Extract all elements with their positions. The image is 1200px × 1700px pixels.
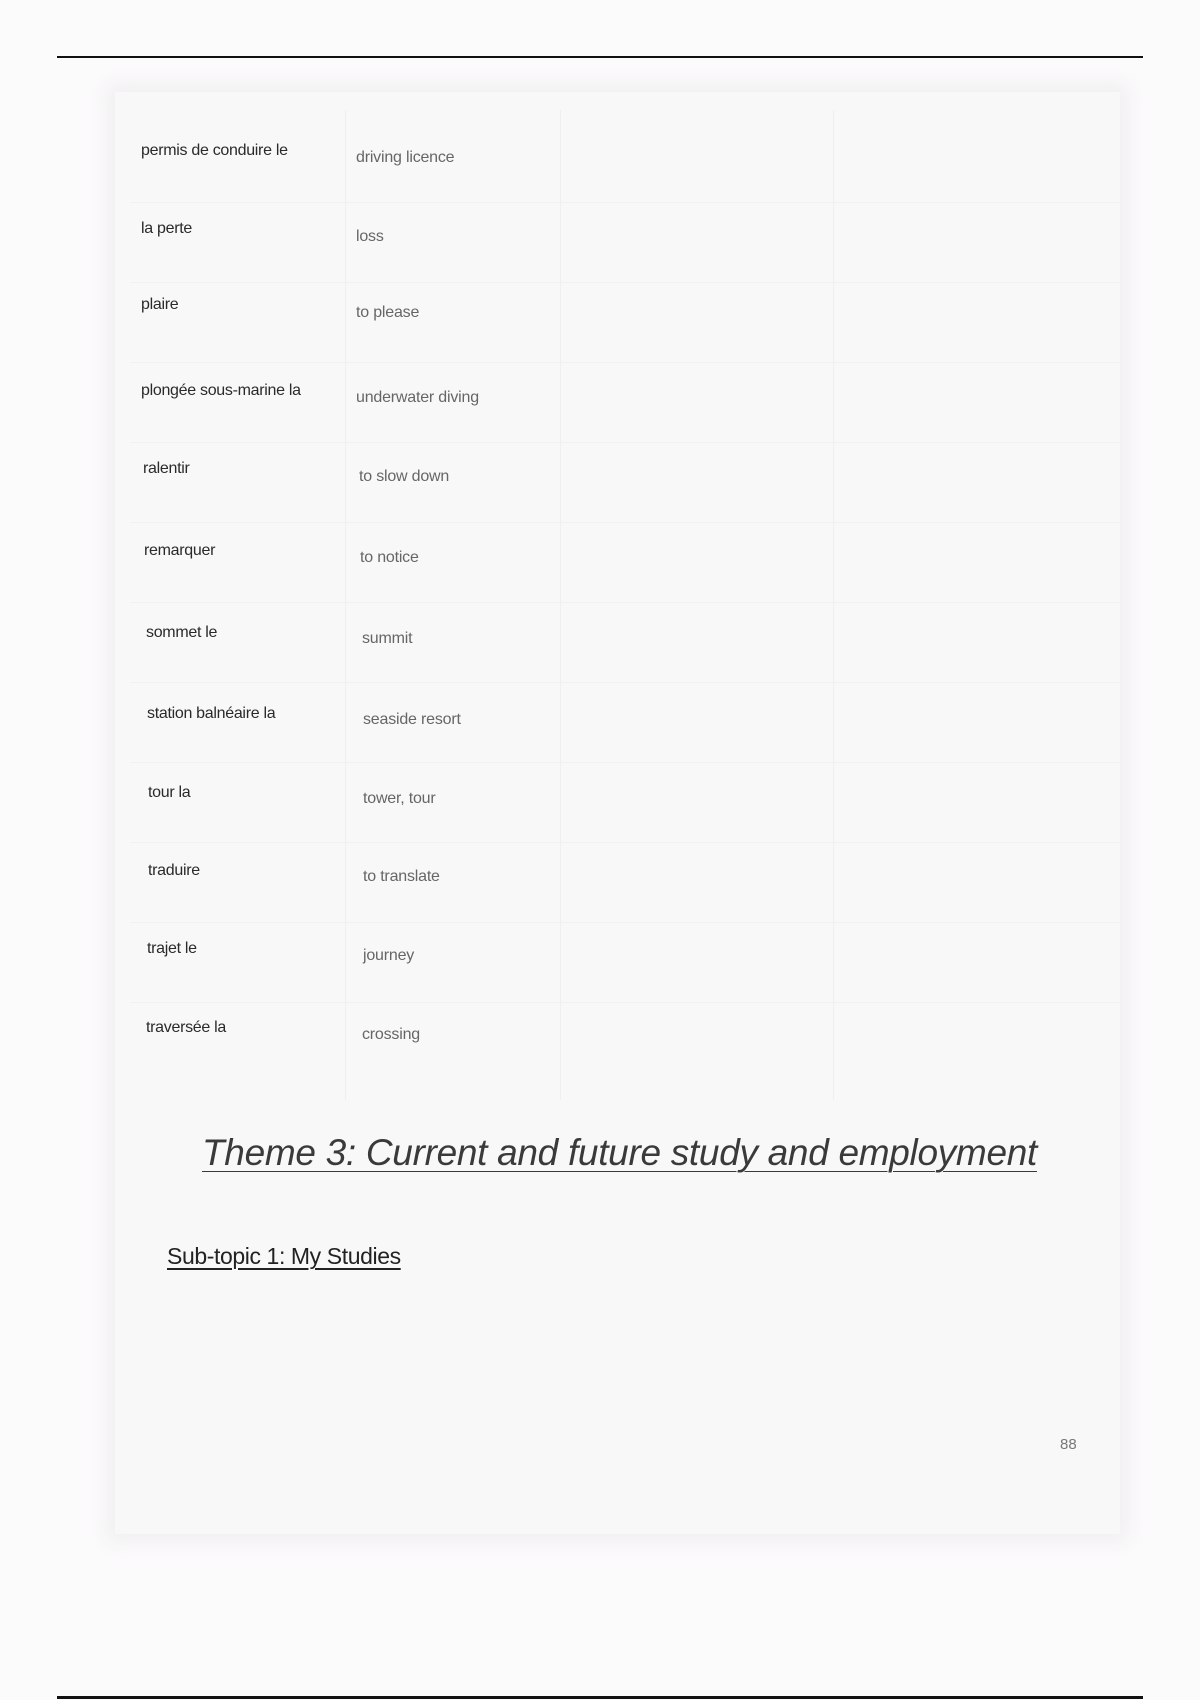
english-translation: to please [356, 304, 420, 321]
french-term: remarquer [144, 542, 216, 559]
theme-heading: Theme 3: Current and future study and employment [202, 1132, 1037, 1173]
french-term: sommet le [146, 624, 218, 641]
english-translation: driving licence [356, 149, 455, 166]
vocab-row [138, 606, 658, 686]
french-term: station balnéaire la [147, 705, 276, 722]
subtopic-heading: Sub-topic 1: My Studies [167, 1243, 401, 1269]
vocab-row [138, 120, 658, 200]
french-term: plaire [141, 296, 179, 313]
french-term: ralentir [143, 460, 190, 477]
top-rule [57, 56, 1143, 58]
vocab-row [138, 200, 658, 280]
english-translation: to slow down [359, 468, 450, 485]
vocab-row [138, 926, 658, 1006]
vocab-row [138, 846, 658, 926]
vocab-row [138, 686, 658, 766]
english-translation: loss [356, 228, 384, 245]
vocab-row [138, 766, 658, 846]
french-term: traversée la [146, 1019, 226, 1036]
vocabulary-table [138, 120, 658, 1086]
vocab-row [138, 446, 658, 526]
english-translation: crossing [362, 1026, 420, 1043]
english-translation: journey [363, 947, 415, 964]
bottom-rule [57, 1696, 1143, 1699]
english-translation: seaside resort [363, 711, 461, 728]
english-translation: to translate [363, 868, 440, 885]
french-term: la perte [141, 220, 192, 237]
french-term: traduire [148, 862, 200, 879]
english-translation: underwater diving [356, 389, 479, 406]
page-number: 88 [1060, 1436, 1077, 1453]
english-translation: tower, tour [363, 790, 436, 807]
french-term: plongée sous-marine la [141, 382, 301, 399]
french-term: trajet le [147, 940, 197, 957]
vocab-row [138, 366, 658, 446]
french-term: permis de conduire le [141, 142, 288, 159]
english-translation: to notice [360, 549, 419, 566]
vocab-row [138, 280, 658, 366]
english-translation: summit [362, 630, 413, 647]
vocab-row [138, 526, 658, 606]
table-column-divider [833, 110, 834, 1100]
vocab-row [138, 1006, 658, 1086]
french-term: tour la [148, 784, 191, 801]
